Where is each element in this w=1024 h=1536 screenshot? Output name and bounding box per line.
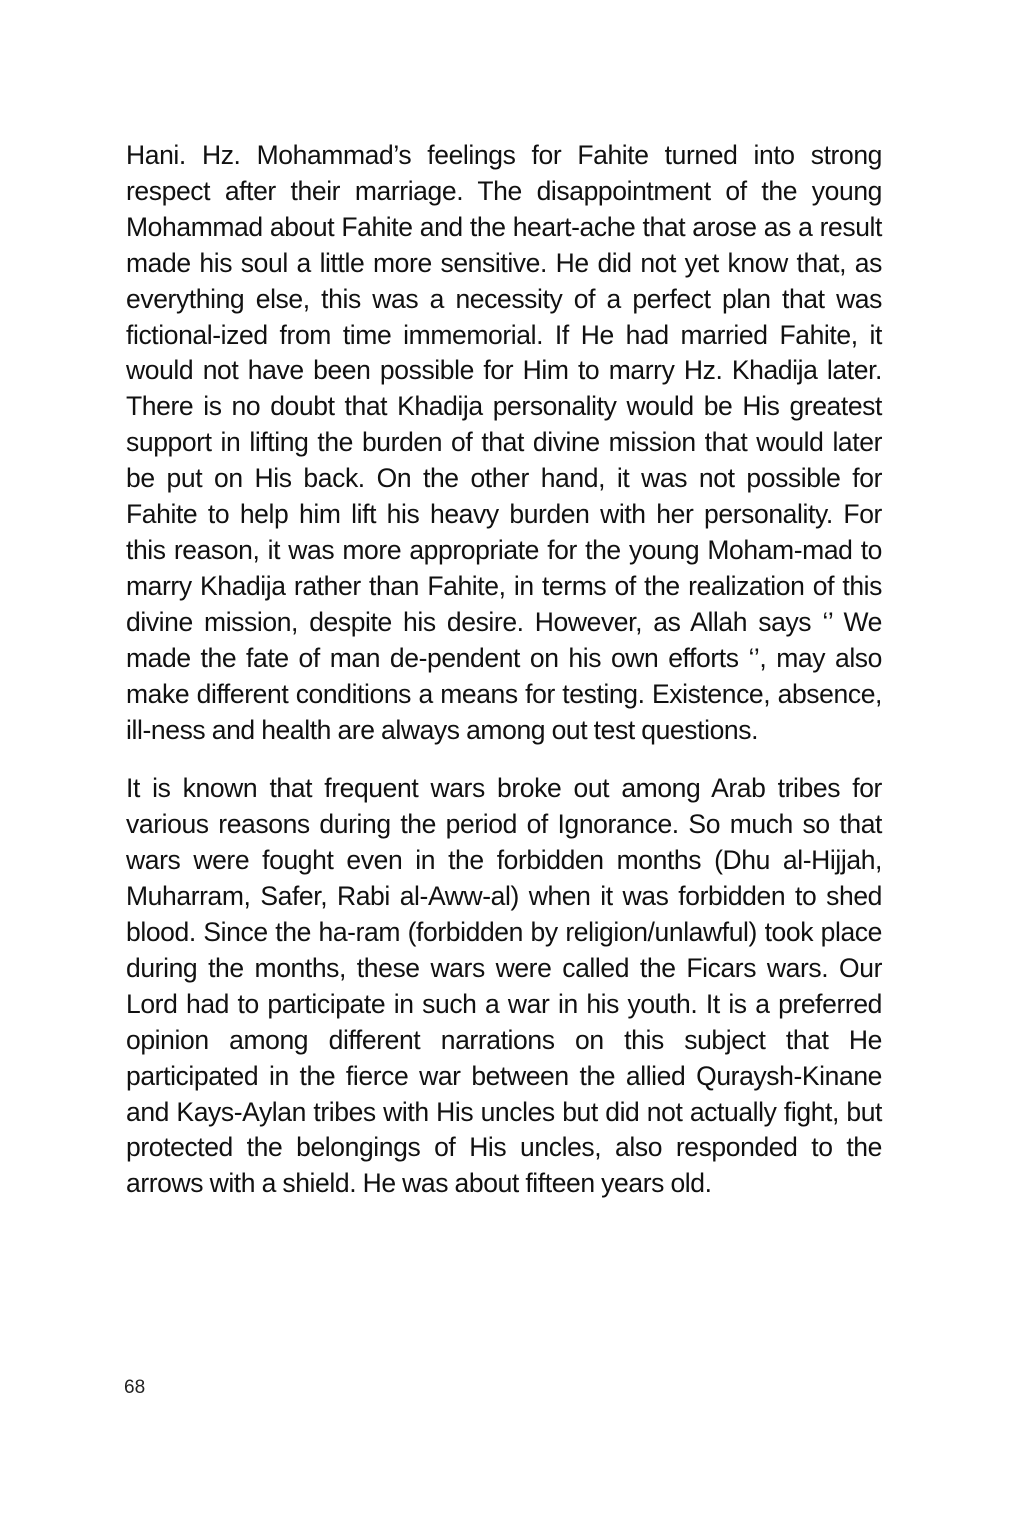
page-body <box>126 138 882 1202</box>
paragraph-1: Hani. Hz. Mohammad’s feelings for Fahite turned into strong respect after their marriage. The disappointment of the young Mohammad about Fahite and the heart-ache that arose as a result made his soul a little more sensitive. He did not yet know that, as everything else, this was a necessity of a perfect plan that was fictional-ized from time immemorial. If He had married Fahite, it would not have been possible for Him to marry Hz. Khadija later. There is no doubt that Khadija personality would be His greatest support in lifting the burden of that divine mission that would later be put on His back. On the other hand, it was not possible for Fahite to help him lift his heavy burden with her personality. For this reason, it was more appropriate for the young Moham-mad to marry Khadija rather than Fahite, in terms of the realization of this divine mission, despite his desire. However, as Allah says ‘’ We made the fate of man de-pendent on his own efforts ‘’, may also make different conditions a means for testing. Existence, absence, ill-ness and health are always among out test questions. <box>126 140 882 745</box>
page-number: 68 <box>124 1377 146 1398</box>
paragraph-2: It is known that frequent wars broke out among Arab tribes for various reasons during the period of Ignorance. So much so that wars were fought even in the forbidden months (Dhu al-Hijjah, Muharram, Safer, Rabi al-Aww-al) when it was forbidden to shed blood. Since the ha-ram (forbidden by religion/unlawful) took place during the months, these wars were called the Ficars wars. Our Lord had to participate in such a war in his youth. It is a preferred opinion among different narrations on this subject that He participated in the fierce war between the allied Quraysh-Kinane and Kays-Aylan tribes with His uncles but did not actually fight, but protected the belongings of His uncles, also responded to the arrows with a shield. He was about fifteen years old. <box>126 773 882 1199</box>
